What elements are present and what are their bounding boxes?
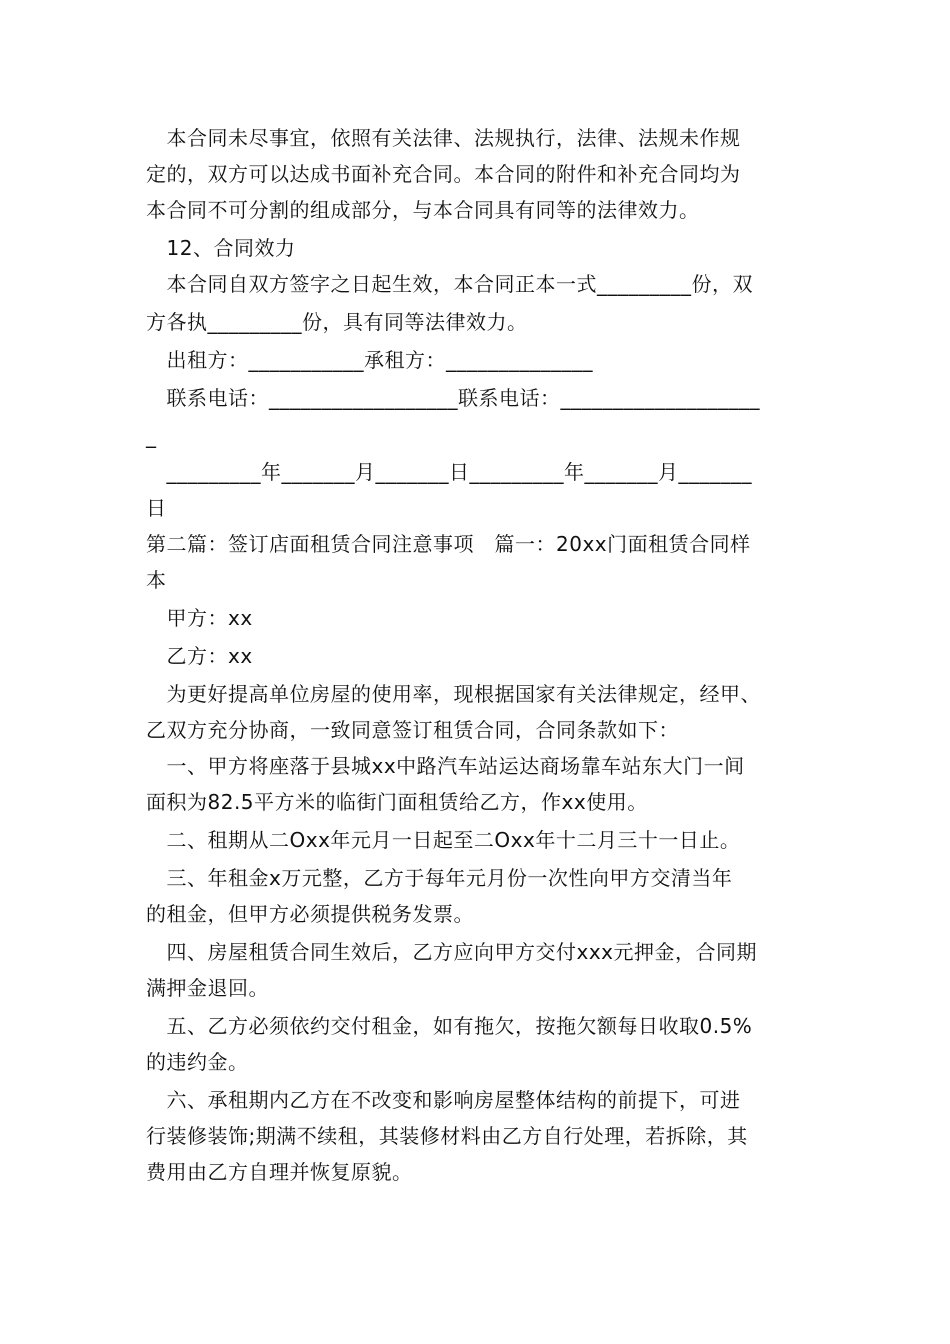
party-a: 甲方：xx [146,606,253,630]
text-line: _ [146,424,157,448]
text-line: 的违约金。 [146,1050,249,1074]
text-line: 定的，双方可以达成书面补充合同。本合同的附件和补充合同均为 [146,162,741,186]
clause-1: 一、甲方将座落于县城xx中路汽车站运达商场靠车站东大门一间 [146,754,745,778]
contact-line: 联系电话：__________________联系电话：___________________ [146,386,760,410]
clause-4: 四、房屋租赁合同生效后，乙方应向甲方交付xxx元押金，合同期 [146,940,758,964]
text-line: 方各执_________份，具有同等法律效力。 [146,310,528,334]
clause-6: 六、承租期内乙方在不改变和影响房屋整体结构的前提下，可进 [146,1088,741,1112]
text-line: 费用由乙方自理并恢复原貌。 [146,1160,413,1184]
clause-3: 三、年租金x万元整，乙方于每年元月份一次性向甲方交清当年 [146,866,733,890]
text-line: 本合同自双方签字之日起生效，本合同正本一式_________份，双 [146,272,753,296]
text-line: 的租金，但甲方必须提供税务发票。 [146,902,474,926]
section-heading: 12、合同效力 [146,236,296,260]
clause-2: 二、租期从二Oxx年元月一日起至二Oxx年十二月三十一日止。 [146,828,741,852]
date-line: _________年_______月_______日_________年_______月_______ [146,460,752,484]
text-line: 本合同未尽事宜，依照有关法律、法规执行，法律、法规未作规 [146,126,741,150]
text-line: 满押金退回。 [146,976,269,1000]
text-line: 行装修装饰;期满不续租，其装修材料由乙方自行处理，若拆除，其 [146,1124,748,1148]
text-line: 日 [146,496,167,520]
signature-line: 出租方：___________承租方：______________ [146,348,593,372]
text-line: 本合同不可分割的组成部分，与本合同具有同等的法律效力。 [146,198,700,222]
party-b: 乙方：xx [146,644,253,668]
text-line: 乙双方充分协商，一致同意签订租赁合同，合同条款如下： [146,718,679,742]
chapter-title: 第二篇：签订店面租赁合同注意事项 篇一：20xx门面租赁合同样 [146,532,751,556]
clause-5: 五、乙方必须依约交付租金，如有拖欠，按拖欠额每日收取0.5% [146,1014,753,1038]
text-line: 本 [146,568,167,592]
text-line: 面积为82.5平方米的临街门面租赁给乙方，作xx使用。 [146,790,648,814]
text-line: 为更好提高单位房屋的使用率，现根据国家有关法律规定，经甲、 [146,682,761,706]
